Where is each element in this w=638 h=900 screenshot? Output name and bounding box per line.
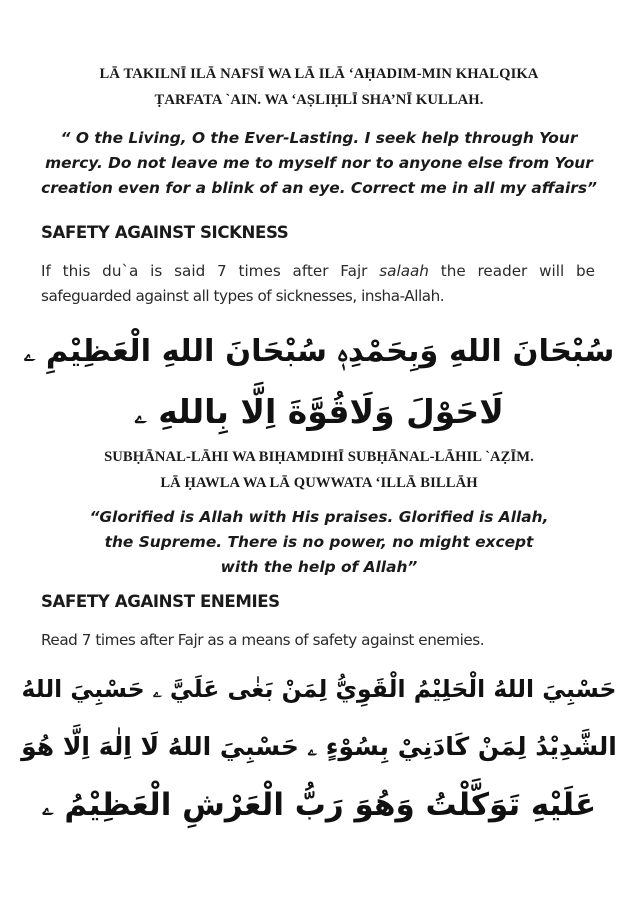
arabic-line: عَلَيْهِ تَوَكَّلْتُ وَهُوَ رَبُّ الْعَرْشِ الْعَظِيْمُ ۦ [41, 787, 597, 823]
dua-transliteration-2 [0, 444, 638, 496]
translation-line: with the help of Allah” [220, 558, 418, 576]
translation-line: the Supreme. There is no power, no might except [104, 533, 534, 551]
instruction-line: Read 7 times after Fajr as a means of safety against enemies. [41, 631, 485, 649]
dua-translation-2 [0, 505, 638, 580]
arabic-line: لَاحَوْلَ وَلَاقُوَّةَ اِلَّا بِاللهِ ۦ [134, 392, 504, 431]
translit-line: LĀ TAKILNĪ ILĀ NAFSĪ WA LĀ ILĀ ‘AḤADIM-MIN KHALQIKA [99, 66, 539, 82]
arabic-line: الشَّدِيْدُ لِمَنْ كَادَنِيْ بِسُوْءٍ ۦ حَسْبِيَ اللهُ لَا اِلٰهَ اِلَّا هُوَ [21, 732, 617, 761]
instruction-emphasis: salaah [379, 262, 429, 280]
arabic-line: حَسْبِيَ اللهُ الْحَلِيْمُ الْقَوِيُّ لِمَنْ بَغٰى عَلَيَّ ۦ حَسْبِيَ اللهُ [21, 675, 617, 703]
arabic-dua-sickness [0, 322, 638, 442]
sickness-instructions [41, 259, 595, 309]
dua-transliteration-1 [0, 61, 638, 113]
translation-line: “Glorified is Allah with His praises. Glorified is Allah, [89, 508, 549, 526]
translation-line: creation even for a blink of an eye. Correct me in all my affairs” [41, 179, 597, 197]
translit-line: LĀ ḤAWLA WA LĀ QUWWATA ‘ILLĀ BILLĀH [160, 475, 478, 491]
section-heading-sickness: SAFETY AGAINST SICKNESS [41, 223, 289, 242]
instruction-text: the reader will be [428, 262, 596, 280]
translation-line: “ O the Living, O the Ever-Lasting. I seek help through Your [60, 129, 578, 147]
translit-line: SUBḤĀNAL-LĀHI WA BIḤAMDIHĪ SUBḤĀNAL-LĀHIL `AẒĪM. [104, 449, 534, 465]
dua-translation-1 [0, 126, 638, 201]
section-heading-enemies: SAFETY AGAINST ENEMIES [41, 592, 280, 611]
instruction-line: safeguarded against all types of sicknesses, insha-Allah. [41, 287, 445, 305]
instruction-line [41, 259, 595, 284]
enemies-instructions [41, 628, 601, 653]
translation-line: mercy. Do not leave me to myself nor to anyone else from Your [45, 154, 593, 172]
arabic-line: سُبْحَانَ اللهِ وَبِحَمْدِهٖ سُبْحَانَ اللهِ الْعَظِيْمِ ۦ [23, 334, 615, 369]
translit-line: ṬARFATA `AIN. WA ‘AṢLIḤLĪ SHA’NĪ KULLAH. [154, 92, 484, 108]
arabic-dua-enemies [0, 660, 638, 834]
instruction-text: If this du`a is said 7 times after Fajr [41, 262, 380, 280]
